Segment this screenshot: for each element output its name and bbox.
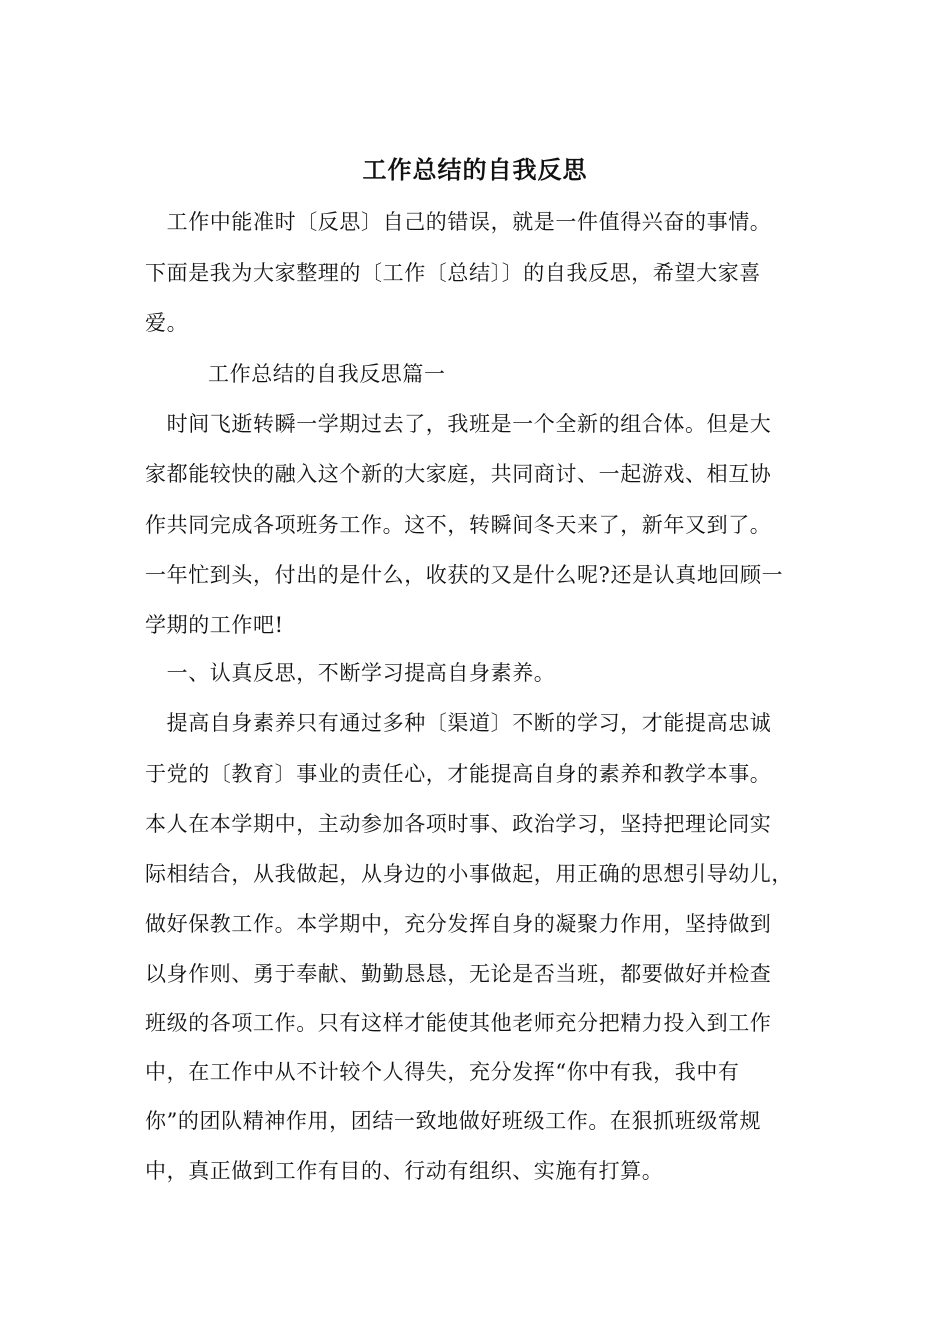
paragraph-line: 下面是我为大家整理的〔工作〔总结〕〕的自我反思，希望大家喜 <box>145 261 761 285</box>
paragraph-line: 家都能较快的融入这个新的大家庭，共同商讨、一起游戏、相互协 <box>145 462 772 486</box>
section-subtitle: 工作总结的自我反思篇一 <box>208 362 446 386</box>
paragraph-line: 工作中能准时〔反思〕自己的错误，就是一件值得兴奋的事情。 <box>145 210 772 234</box>
paragraph-line: 爱。 <box>145 311 189 335</box>
paragraph-line: 以身作则、勇于奉献、勤勤恳恳，无论是否当班，都要做好并检查 <box>145 962 772 986</box>
paragraph-line: 做好保教工作。本学期中，充分发挥自身的凝聚力作用，坚持做到 <box>145 912 772 936</box>
paragraph-line: 于党的〔教育〕事业的责任心，才能提高自身的素养和教学本事。 <box>145 762 772 786</box>
document-title: 工作总结的自我反思 <box>362 155 588 184</box>
section-heading: 一、认真反思，不断学习提高自身素养。 <box>145 661 556 685</box>
paragraph-line: 本人在本学期中，主动参加各项时事、政治学习，坚持把理论同实 <box>145 812 772 836</box>
paragraph-line: 作共同完成各项班务工作。这不，转瞬间冬天来了，新年又到了。 <box>145 513 772 537</box>
paragraph-line: 班级的各项工作。只有这样才能使其他老师充分把精力投入到工作 <box>145 1011 772 1035</box>
paragraph-line: 提高自身素养只有通过多种〔渠道〕不断的学习，才能提高忠诚 <box>145 711 772 735</box>
paragraph-line: 中，在工作中从不计较个人得失，充分发挥“你中有我，我中有 <box>145 1060 740 1084</box>
paragraph-line: 学期的工作吧! <box>145 613 284 637</box>
paragraph-line: 你”的团队精神作用，团结一致地做好班级工作。在狠抓班级常规 <box>145 1109 762 1133</box>
paragraph-line: 中，真正做到工作有目的、行动有组织、实施有打算。 <box>145 1159 664 1183</box>
paragraph-line: 时间飞逝转瞬一学期过去了，我班是一个全新的组合体。但是大 <box>145 412 772 436</box>
paragraph-line: 一年忙到头，付出的是什么，收获的又是什么呢?还是认真地回顾一 <box>145 563 784 587</box>
paragraph-line: 际相结合，从我做起，从身边的小事做起，用正确的思想引导幼儿， <box>145 862 793 886</box>
